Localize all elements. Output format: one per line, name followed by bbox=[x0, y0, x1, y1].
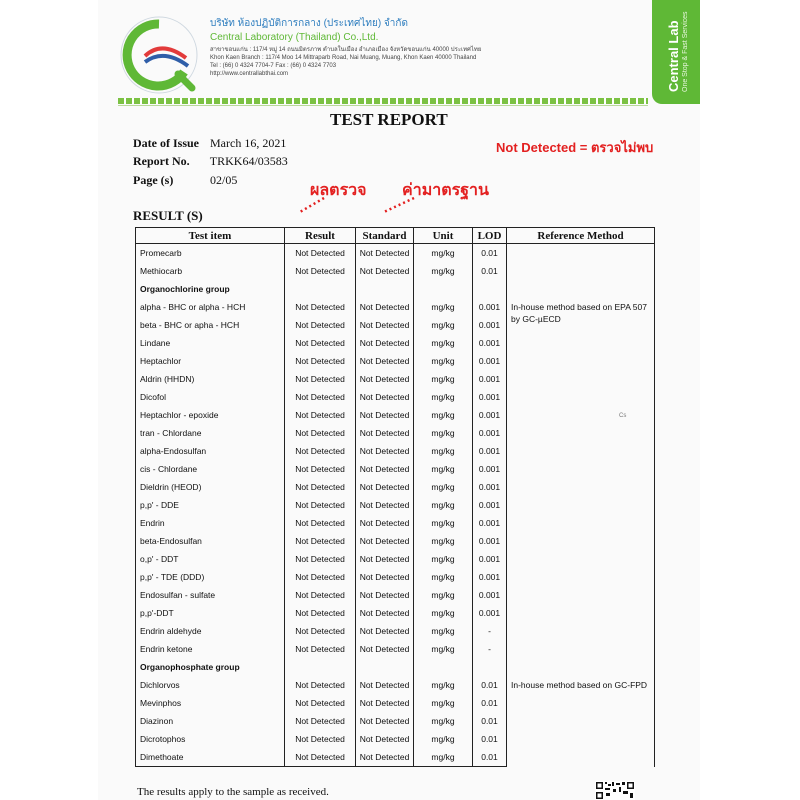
result-cell: Not Detected bbox=[285, 298, 356, 316]
result-cell bbox=[285, 280, 356, 298]
unit-cell: mg/kg bbox=[414, 298, 473, 316]
table-row bbox=[136, 676, 655, 694]
unit-cell: mg/kg bbox=[414, 568, 473, 586]
standard-cell: Not Detected bbox=[356, 514, 414, 532]
test-item-cell: cis - Chlordane bbox=[136, 460, 285, 478]
result-cell: Not Detected bbox=[285, 388, 356, 406]
lod-cell: 0.01 bbox=[473, 694, 507, 712]
test-item-cell: Endosulfan - sulfate bbox=[136, 586, 285, 604]
result-cell: Not Detected bbox=[285, 604, 356, 622]
unit-cell: mg/kg bbox=[414, 244, 473, 263]
col-header-unit: Unit bbox=[414, 228, 473, 244]
standard-cell: Not Detected bbox=[356, 316, 414, 334]
lod-cell: 0.001 bbox=[473, 496, 507, 514]
standard-cell: Not Detected bbox=[356, 262, 414, 280]
standard-cell: Not Detected bbox=[356, 748, 414, 767]
test-item-cell: Heptachlor - epoxide bbox=[136, 406, 285, 424]
standard-annotation: ค่ามาตรฐาน bbox=[402, 182, 489, 199]
page-count bbox=[133, 173, 237, 188]
reference-method-cell: In-house method based on GC-FPD bbox=[507, 676, 655, 767]
result-cell: Not Detected bbox=[285, 442, 356, 460]
unit-cell bbox=[414, 280, 473, 298]
result-cell: Not Detected bbox=[285, 316, 356, 334]
table-header-row bbox=[136, 228, 655, 244]
contact-line: Tel : (66) 0 4324 7704-7 Fax : (66) 0 4324 7703 bbox=[210, 63, 337, 69]
header-divider bbox=[118, 98, 648, 104]
col-header-test-item: Test item bbox=[136, 228, 285, 244]
test-item-cell: o,p' - DDT bbox=[136, 550, 285, 568]
unit-cell: mg/kg bbox=[414, 748, 473, 767]
test-item-cell: Aldrin (HHDN) bbox=[136, 370, 285, 388]
unit-cell: mg/kg bbox=[414, 370, 473, 388]
lod-cell: 0.01 bbox=[473, 262, 507, 280]
standard-cell: Not Detected bbox=[356, 694, 414, 712]
page-label: Page (s) bbox=[133, 173, 174, 187]
test-item-cell: Dichlorvos bbox=[136, 676, 285, 694]
test-item-cell: alpha-Endosulfan bbox=[136, 442, 285, 460]
lod-cell: 0.001 bbox=[473, 514, 507, 532]
result-cell: Not Detected bbox=[285, 748, 356, 767]
unit-cell: mg/kg bbox=[414, 676, 473, 694]
standard-cell bbox=[356, 658, 414, 676]
result-cell: Not Detected bbox=[285, 370, 356, 388]
standard-cell: Not Detected bbox=[356, 568, 414, 586]
tab-title: Central Lab bbox=[666, 20, 681, 92]
result-cell: Not Detected bbox=[285, 424, 356, 442]
result-cell: Not Detected bbox=[285, 496, 356, 514]
test-item-cell: Dieldrin (HEOD) bbox=[136, 478, 285, 496]
unit-cell: mg/kg bbox=[414, 532, 473, 550]
test-item-cell: p,p' - TDE (DDD) bbox=[136, 568, 285, 586]
standard-cell: Not Detected bbox=[356, 730, 414, 748]
standard-cell: Not Detected bbox=[356, 370, 414, 388]
test-item-cell: Dicofol bbox=[136, 388, 285, 406]
lod-cell: 0.01 bbox=[473, 712, 507, 730]
results-table bbox=[135, 227, 655, 767]
date-label: Date of Issue bbox=[133, 136, 199, 150]
unit-cell: mg/kg bbox=[414, 694, 473, 712]
not-detected-legend: Not Detected = ตรวจไม่พบ bbox=[496, 140, 654, 155]
standard-cell: Not Detected bbox=[356, 442, 414, 460]
group-label: Organophosphate group bbox=[136, 658, 285, 676]
result-cell: Not Detected bbox=[285, 532, 356, 550]
standard-cell: Not Detected bbox=[356, 424, 414, 442]
lod-cell: 0.001 bbox=[473, 478, 507, 496]
test-item-cell: Heptachlor bbox=[136, 352, 285, 370]
table-row bbox=[136, 244, 655, 263]
test-item-cell: beta-Endosulfan bbox=[136, 532, 285, 550]
results-heading: RESULT (S) bbox=[133, 208, 203, 223]
group-label: Organochlorine group bbox=[136, 280, 285, 298]
standard-cell: Not Detected bbox=[356, 352, 414, 370]
standard-cell: Not Detected bbox=[356, 532, 414, 550]
date-value: March 16, 2021 bbox=[210, 136, 287, 150]
result-cell: Not Detected bbox=[285, 622, 356, 640]
unit-cell: mg/kg bbox=[414, 388, 473, 406]
test-item-cell: Endrin ketone bbox=[136, 640, 285, 658]
test-item-cell: Dimethoate bbox=[136, 748, 285, 767]
reference-method-cell: In-house method based on EPA 507 by GC-µECD bbox=[507, 298, 655, 658]
standard-cell: Not Detected bbox=[356, 712, 414, 730]
lod-cell: - bbox=[473, 640, 507, 658]
standard-cell: Not Detected bbox=[356, 334, 414, 352]
unit-cell: mg/kg bbox=[414, 712, 473, 730]
date-of-issue bbox=[133, 136, 286, 151]
unit-cell: mg/kg bbox=[414, 586, 473, 604]
lod-cell: 0.001 bbox=[473, 352, 507, 370]
result-cell: Not Detected bbox=[285, 334, 356, 352]
standard-cell: Not Detected bbox=[356, 298, 414, 316]
standard-pointer bbox=[380, 196, 416, 216]
group-header-row bbox=[136, 658, 655, 676]
unit-cell: mg/kg bbox=[414, 478, 473, 496]
address-th: สาขาขอนแก่น : 117/4 หมู่ 14 ถนนมิตรภาพ ตำบลในเมือง อำเภอเมือง จังหวัดขอนแก่น 40000 ประเทศไทย bbox=[210, 47, 482, 53]
col-header-standard: Standard bbox=[356, 228, 414, 244]
test-item-cell: Diazinon bbox=[136, 712, 285, 730]
unit-cell: mg/kg bbox=[414, 352, 473, 370]
standard-cell bbox=[356, 280, 414, 298]
lod-cell: 0.01 bbox=[473, 676, 507, 694]
unit-cell: mg/kg bbox=[414, 262, 473, 280]
lod-cell bbox=[473, 658, 507, 676]
standard-cell: Not Detected bbox=[356, 676, 414, 694]
result-cell: Not Detected bbox=[285, 568, 356, 586]
tab-subtitle: One Stop & Fast Services bbox=[682, 11, 689, 92]
central-lab-logo bbox=[118, 14, 200, 96]
result-cell: Not Detected bbox=[285, 694, 356, 712]
result-cell: Not Detected bbox=[285, 262, 356, 280]
company-header bbox=[210, 16, 650, 78]
standard-cell: Not Detected bbox=[356, 406, 414, 424]
report-title: TEST REPORT bbox=[330, 110, 448, 129]
lod-cell: 0.001 bbox=[473, 568, 507, 586]
result-cell: Not Detected bbox=[285, 514, 356, 532]
result-cell: Not Detected bbox=[285, 586, 356, 604]
report-number bbox=[133, 154, 288, 169]
lod-cell: 0.001 bbox=[473, 424, 507, 442]
result-annotation: ผลตรวจ bbox=[310, 182, 367, 199]
standard-cell: Not Detected bbox=[356, 586, 414, 604]
margin-mark: Cs bbox=[619, 413, 627, 419]
test-item-cell: Endrin bbox=[136, 514, 285, 532]
unit-cell: mg/kg bbox=[414, 424, 473, 442]
col-header-reference-method: Reference Method bbox=[507, 228, 655, 244]
standard-cell: Not Detected bbox=[356, 550, 414, 568]
central-lab-tab bbox=[652, 0, 700, 104]
result-cell: Not Detected bbox=[285, 712, 356, 730]
lod-cell: - bbox=[473, 622, 507, 640]
test-item-cell: Dicrotophos bbox=[136, 730, 285, 748]
test-item-cell: Promecarb bbox=[136, 244, 285, 263]
result-cell: Not Detected bbox=[285, 676, 356, 694]
test-item-cell: Lindane bbox=[136, 334, 285, 352]
company-name-en: Central Laboratory (Thailand) Co.,Ltd. bbox=[210, 32, 379, 43]
result-cell: Not Detected bbox=[285, 460, 356, 478]
test-item-cell: alpha - BHC or alpha - HCH bbox=[136, 298, 285, 316]
company-name-th: บริษัท ห้องปฏิบัติการกลาง (ประเทศไทย) จำกัด bbox=[210, 18, 408, 29]
result-cell: Not Detected bbox=[285, 244, 356, 263]
lod-cell: 0.01 bbox=[473, 244, 507, 263]
lod-cell: 0.001 bbox=[473, 442, 507, 460]
unit-cell: mg/kg bbox=[414, 604, 473, 622]
header-divider-thin bbox=[118, 105, 648, 106]
test-item-cell: beta - BHC or apha - HCH bbox=[136, 316, 285, 334]
unit-cell: mg/kg bbox=[414, 442, 473, 460]
reference-method-cell bbox=[507, 244, 655, 299]
lod-cell: 0.001 bbox=[473, 460, 507, 478]
test-item-cell: tran - Chlordane bbox=[136, 424, 285, 442]
unit-cell: mg/kg bbox=[414, 460, 473, 478]
result-cell: Not Detected bbox=[285, 478, 356, 496]
lod-cell: 0.001 bbox=[473, 406, 507, 424]
result-cell: Not Detected bbox=[285, 352, 356, 370]
result-pointer bbox=[296, 196, 326, 216]
lod-cell: 0.001 bbox=[473, 388, 507, 406]
lod-cell: 0.001 bbox=[473, 586, 507, 604]
lod-cell: 0.001 bbox=[473, 550, 507, 568]
test-item-cell: Mevinphos bbox=[136, 694, 285, 712]
result-cell bbox=[285, 658, 356, 676]
unit-cell: mg/kg bbox=[414, 730, 473, 748]
result-cell: Not Detected bbox=[285, 406, 356, 424]
unit-cell: mg/kg bbox=[414, 334, 473, 352]
unit-cell: mg/kg bbox=[414, 316, 473, 334]
standard-cell: Not Detected bbox=[356, 388, 414, 406]
qr-code-icon bbox=[595, 781, 635, 800]
unit-cell: mg/kg bbox=[414, 622, 473, 640]
table-row bbox=[136, 298, 655, 316]
lod-cell bbox=[473, 280, 507, 298]
unit-cell bbox=[414, 658, 473, 676]
unit-cell: mg/kg bbox=[414, 550, 473, 568]
standard-cell: Not Detected bbox=[356, 460, 414, 478]
report-no-label: Report No. bbox=[133, 154, 190, 168]
test-item-cell: Endrin aldehyde bbox=[136, 622, 285, 640]
page-value: 02/05 bbox=[210, 173, 238, 187]
unit-cell: mg/kg bbox=[414, 640, 473, 658]
report-no-value: TRKK64/03583 bbox=[209, 154, 288, 168]
lod-cell: 0.001 bbox=[473, 298, 507, 316]
result-cell: Not Detected bbox=[285, 730, 356, 748]
test-item-cell: Methiocarb bbox=[136, 262, 285, 280]
website-link[interactable]: http://www.centrallabthai.com bbox=[210, 71, 289, 77]
standard-cell: Not Detected bbox=[356, 640, 414, 658]
col-header-lod: LOD bbox=[473, 228, 507, 244]
standard-cell: Not Detected bbox=[356, 244, 414, 263]
result-cell: Not Detected bbox=[285, 640, 356, 658]
address-en: Khon Kaen Branch : 117/4 Moo 14 Mittraparb Road, Nai Muang, Muang, Khon Kaen 40000 Thailand bbox=[210, 55, 477, 61]
standard-cell: Not Detected bbox=[356, 604, 414, 622]
lod-cell: 0.001 bbox=[473, 370, 507, 388]
standard-cell: Not Detected bbox=[356, 622, 414, 640]
col-header-result: Result bbox=[285, 228, 356, 244]
unit-cell: mg/kg bbox=[414, 514, 473, 532]
lod-cell: 0.01 bbox=[473, 748, 507, 767]
footer-note: The results apply to the sample as received. bbox=[137, 786, 329, 798]
standard-cell: Not Detected bbox=[356, 496, 414, 514]
results-table-body bbox=[136, 244, 655, 767]
unit-cell: mg/kg bbox=[414, 406, 473, 424]
lod-cell: 0.01 bbox=[473, 730, 507, 748]
test-item-cell: p,p'-DDT bbox=[136, 604, 285, 622]
test-item-cell: p,p' - DDE bbox=[136, 496, 285, 514]
lod-cell: 0.001 bbox=[473, 604, 507, 622]
lod-cell: 0.001 bbox=[473, 334, 507, 352]
reference-method-cell bbox=[507, 658, 655, 676]
lod-cell: 0.001 bbox=[473, 316, 507, 334]
unit-cell: mg/kg bbox=[414, 496, 473, 514]
standard-cell: Not Detected bbox=[356, 478, 414, 496]
result-cell: Not Detected bbox=[285, 550, 356, 568]
lod-cell: 0.001 bbox=[473, 532, 507, 550]
